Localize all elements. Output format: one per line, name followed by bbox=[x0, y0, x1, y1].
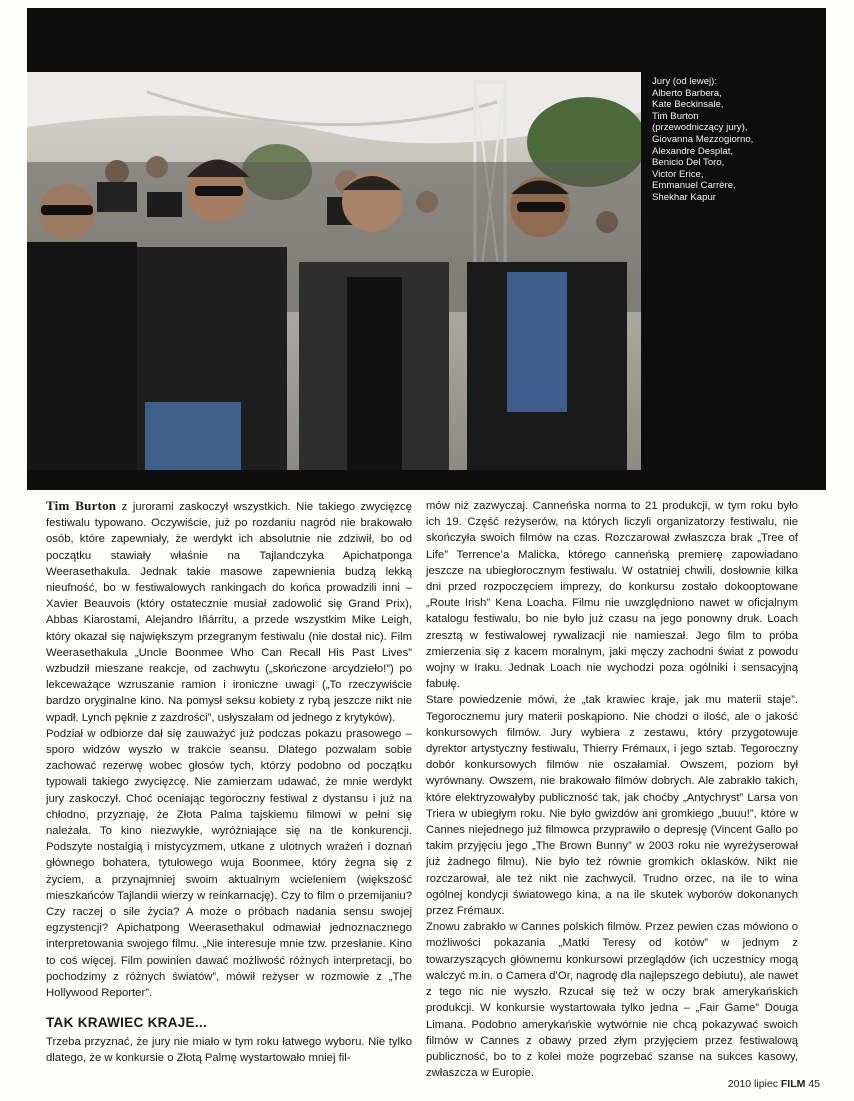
paragraph: Trzeba przyznać, że jury nie miało w tym roku łatwego wyboru. Nie tylko dlatego, że w konkursie o Złotą Palmę wystartowało mniej fil- bbox=[46, 1035, 412, 1064]
caption-line: Giovanna Mezzogiorno, bbox=[652, 133, 754, 145]
caption-line: (przewodniczący jury), bbox=[652, 122, 748, 134]
caption-line: Victor Erice, bbox=[652, 168, 704, 180]
top-black-band bbox=[27, 8, 826, 72]
caption-line: Jury (od lewej): bbox=[652, 76, 718, 87]
paragraph: Podział w odbiorze dał się zauważyć już podczas pokazu prasowego – sporo widzów wyszło w trakcie seansu. Dlatego pozwalam sobie zachować rezerwę wobec głosów tych, którzy podobno od początku typowali takiego zwycięzcę. Nie zamierzam udawać, że mnie werdykt jury zaskoczył. Choć oceniając tegoroczny festiwal z dystansu i już na chłodno, przyznaję, że Złota Palma tajskiemu filmowi w pełni się należała. To kino niezwykłe, wyróżniające się na tle konkurencji. Podszyte nostalgią i mistycyzmem, utkane z ulotnych wrażeń i doznań głównego bohatera, tytułowego wuja Boonmee, który żegna się z życiem, a przynajmniej swoim aktualnym wcieleniem (większość mieszkańców Tajlandii wierzy w reinkarnację). Czy to film o przemijaniu? Czy raczej o sile życia? A może o próbach nadania sensu swojej egzystencji? Apichatpong Weerasethakul odmawiał jednoznacznego interpretowania swojego filmu. „Nie interesuje mnie tzw. przesłanie. Kino to coś więcej. Film powinien dawać możliwość różnych interpretacji, bo pochodzimy z różnych światów”, mówił reżyser w rozmowie z „The Hollywood Reporter”. bbox=[46, 727, 412, 1000]
paragraph: Znowu zabrakło w Cannes polskich filmów. Przez pewien czas mówiono o możliwości pokazania „Matki Teresy od kotów” w jednym z towarzyszących głównemu konkursowi przeglądów (ich uczestnicy mogą walczyć m.in. o Camera d’Or, nagrodę dla najlepszego debiutu), ale nawet z tego nic nie wyszło. Rzucał się też w oczy brak amerykańskich produkcji. W konkursie wystartowała tylko jedna – „Fair Game” Douga Limana. Podobno amerykańskie wytwórnie nie chcą pokazywać swoich filmów w Cannes z obawy przed złym przyjęciem przez festiwalową publiczność, bo to z kolei może pogrzebać szanse na sukces kasowy, zwłaszcza w Europie. bbox=[426, 921, 798, 1080]
magazine-name: FILM bbox=[780, 1078, 806, 1090]
paragraph-text: z jurorami zaskoczył wszystkich. Nie takiego zwycięzcę festiwalu typowano. Oczywiście, już po rozdaniu nagród nie brakowało osób, które zapewniały, że werdykt ich absolutnie nie zdziwił, bo od początku stawiały właśnie na Tajlandczyka Apichatponga Weerasethakula. Jednak takie masowe zapewnienia budzą lekką nieufność, bo w festiwalowych rankingach do końca prowadzili inni – Xavier Beauvois (który ostatecznie musiał zadowolić się Grand Prix), Abbas Kiarostami, Alejandro Iñárritu, a przede wszystkim Mike Leigh, który okazał się największym przegranym festiwalu (nie dostał nic). Film Weerasethakula „Uncle Boonmee Who Can Recall His Past Lives” wzbudził mieszane reakcje, od zachwytu („skończone arcydzieło!”) po lekceważące wzruszanie ramion i ironiczne uwagi („To rzeczywiście bardzo oryginalne kino. Na pomysł seksu kobiety z rybą jeszcze nikt nie wpadł. Lynch pęknie z zazdrości”, usłyszałam od jednego z krytyków). bbox=[46, 501, 412, 724]
jury-photo bbox=[27, 72, 641, 470]
page-number: 45 bbox=[808, 1078, 820, 1090]
section-heading: TAK KRAWIEC KRAJE... bbox=[46, 1015, 208, 1031]
caption-line: Kate Beckinsale, bbox=[652, 99, 724, 111]
photo-bottom-band bbox=[27, 470, 826, 490]
caption-line: Benicio Del Toro, bbox=[652, 157, 725, 169]
lead-name: Tim Burton bbox=[46, 498, 117, 513]
article-column-left bbox=[46, 498, 412, 1066]
caption-line: Alberto Barbera, bbox=[652, 87, 722, 99]
caption-line: Tim Burton bbox=[652, 110, 699, 122]
caption-line: Alexandre Desplat, bbox=[652, 145, 734, 157]
paragraph: Stare powiedzenie mówi, że „tak krawiec kraje, jak mu materii staje”. Tegorocznemu jury materii poskąpiono. Nie chodzi o ilość, ale o jakość konkursowych filmów. Jury wybiera z zestawu, który przygotowuje dyrektor artystyczny festiwalu, Thierry Frémaux, i jego sztab. Tegoroczny dobór konkursowych filmów nie oszałamiał. Owszem, poziom był wyrównany. Owszem, nie brakowało filmów dobrych. Ale zabrakło takich, które elektryzowałyby publiczność tak, jak choćby „Antychryst” Larsa von Triera w ubiegłym roku. Nie było gwizdów ani gromkiego „buuu!”, które w Cannes niejednego już filmowca przyprawiło o depresję (Vincent Gallo po takim przyjęciu jego „The Brown Bunny” w 2003 roku nie wyreżyserował już żadnego filmu). Nie było też równie gromkich oklasków. Nikt nie rozczarował, ale też nikt nie zachwycił. Trudno orzec, na ile to wina ogólnej kondycji światowego kina, a na ile skutek wyborów dokonanych przez Frémaux. bbox=[426, 694, 798, 918]
page-footer bbox=[728, 1078, 820, 1090]
paragraph: mów niż zazwyczaj. Canneńska norma to 21 produkcji, w tym roku było ich 19. Część reżyserów, na których liczyli organizatorzy festiwalu, nie skończyła swoich filmów na czas. Rozczarował zwłaszcza brak „Tree of Life” Terrence’a Malicka, którego canneńską premierę zapowiadano jeszcze na ubiegłorocznym festiwalu. W ostatniej chwili, dosłownie kilka dni przed rozpoczęciem imprezy, do konkursu zostało dokooptowane „Route Irish” Kena Loacha. Filmu nie uwzględniono nawet w oficjalnym katalogu festiwalu, bo nie było już czasu na jego ponowny druk. Loach zresztą w festiwalowej rywalizacji nie namieszał. Jego film to próba zmierzenia się z kacem moralnym, jaki męczy zachodni świat z powodu wojny w Iraku. Jednak Loach nie wychodzi poza ogólniki i sensacyjną fabułę. bbox=[426, 500, 798, 691]
paragraph bbox=[46, 498, 412, 726]
issue-date: 2010 lipiec bbox=[727, 1078, 778, 1090]
photo-caption bbox=[652, 76, 822, 204]
article-column-right bbox=[426, 498, 798, 1081]
caption-line: Emmanuel Carrère, bbox=[652, 180, 736, 192]
caption-line: Shekhar Kapur bbox=[652, 191, 716, 203]
